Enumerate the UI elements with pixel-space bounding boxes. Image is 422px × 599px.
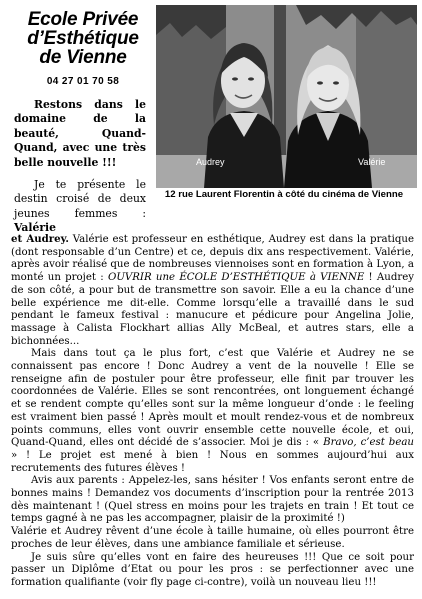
intro-paragraph: Restons dans le domaine de la beauté, Quand-Quand, avec une très belle nouvelle !!! xyxy=(14,98,146,169)
article-text: ! Audrey de son côté, a pour but de transmettre son savoir. Elle a eu la chance d’une belle expérience me dit-elle. Comme lorsqu’elle a travaillé dans le sud pendant le fameux festival : manucure et pédicure pour Angelina Jolie, massage à Calista Flockhart allias Ally McBeal, et autres stars, elle a bichonnées... xyxy=(11,272,415,347)
founders-photo xyxy=(156,5,417,188)
name-audrey: et Audrey. xyxy=(11,233,69,245)
article-text: Valérie est professeur en esthétique, Audrey est dans la pratique (dont responsable d’un Centre) et ce, depuis dix ans respectivement. Valérie, après avoir réalisé que de nombreuses viennoises sont en formation à Lyon, a monté un projet : xyxy=(11,234,414,284)
article-text: » ! Le projet est mené à bien ! Nous en sommes aujourd’hui aux recrutements des futures élèves ! xyxy=(11,449,414,474)
school-name-line-1: Ecole Privée xyxy=(27,9,139,30)
article-paragraph: Valérie et Audrey rêvent d’une école à taille humaine, où elles pourront être proches de leur élèves, dans une ambiance familiale et sérieuse. xyxy=(11,526,414,550)
project-title: OUVRIR une ÉCOLE D’ESTHÉTIQUE à VIENNE xyxy=(107,272,365,284)
school-header xyxy=(12,10,154,87)
photo-label-audrey: Audrey xyxy=(196,157,225,167)
intro-column xyxy=(14,98,146,244)
founders-photo-illustration xyxy=(156,5,417,188)
article-paragraph xyxy=(11,233,414,348)
article-paragraph: Je suis sûre qu’elles vont en faire des heureuses !!! Que ce soit pour passer un Diplôme d’Etat ou pour les pros : se perfectionner avec une formation qualifiante (voir fly page ci-contre), voilà un nouveau lieu !!! xyxy=(11,551,414,588)
school-name-line-3: de Vienne xyxy=(39,47,127,68)
quote: Bravo, c’est beau xyxy=(323,437,414,449)
phone-number: 04 27 01 70 58 xyxy=(46,76,120,87)
article-text: Mais dans tout ça le plus fort, c’est que Valérie et Audrey ne se connaissent pas encore ! Donc Audrey a vent de la nouvelle ! Elle se renseigne afin de postuler pour être professeur, elle finit par trouver les coordonnées de Valérie. Elles se sont rencontrées, ont longuement échangé et se rendent compte qu’elles sont sur la même longueur d’onde : le feeling est vraiment bien passé ! Après moult et moult rendez-vous et de nombreux points communs, elles vont ouvrir ensemble cette nouvelle école, et oui, Quand-Quand, elles ont décidé de s’associer. Moi je dis : « xyxy=(11,348,414,449)
article-paragraph xyxy=(11,348,414,475)
intro-text: Je te présente le destin croisé de deux jeunes femmes : xyxy=(14,178,146,220)
photo-caption: 12 rue Laurent Florentin à côté du cinéma de Vienne xyxy=(164,189,404,200)
school-name-line-2: d’Esthétique xyxy=(27,28,139,49)
article-body xyxy=(11,233,414,590)
intro-paragraph-names xyxy=(14,178,146,236)
name-valerie: Valérie xyxy=(14,221,57,235)
article-paragraph: Avis aux parents : Appelez-les, sans hésiter ! Vos enfants seront entre de bonnes mains ! Demandez vos documents d’inscription pour la rentrée 2013 dès maintenant ! (Quel stress en moins pour les trajets en train ! Et tout ce temps gagné à ne pas les accompagner, plaisir de la proximité !) xyxy=(11,475,414,525)
photo-label-valerie: Valérie xyxy=(358,157,386,167)
